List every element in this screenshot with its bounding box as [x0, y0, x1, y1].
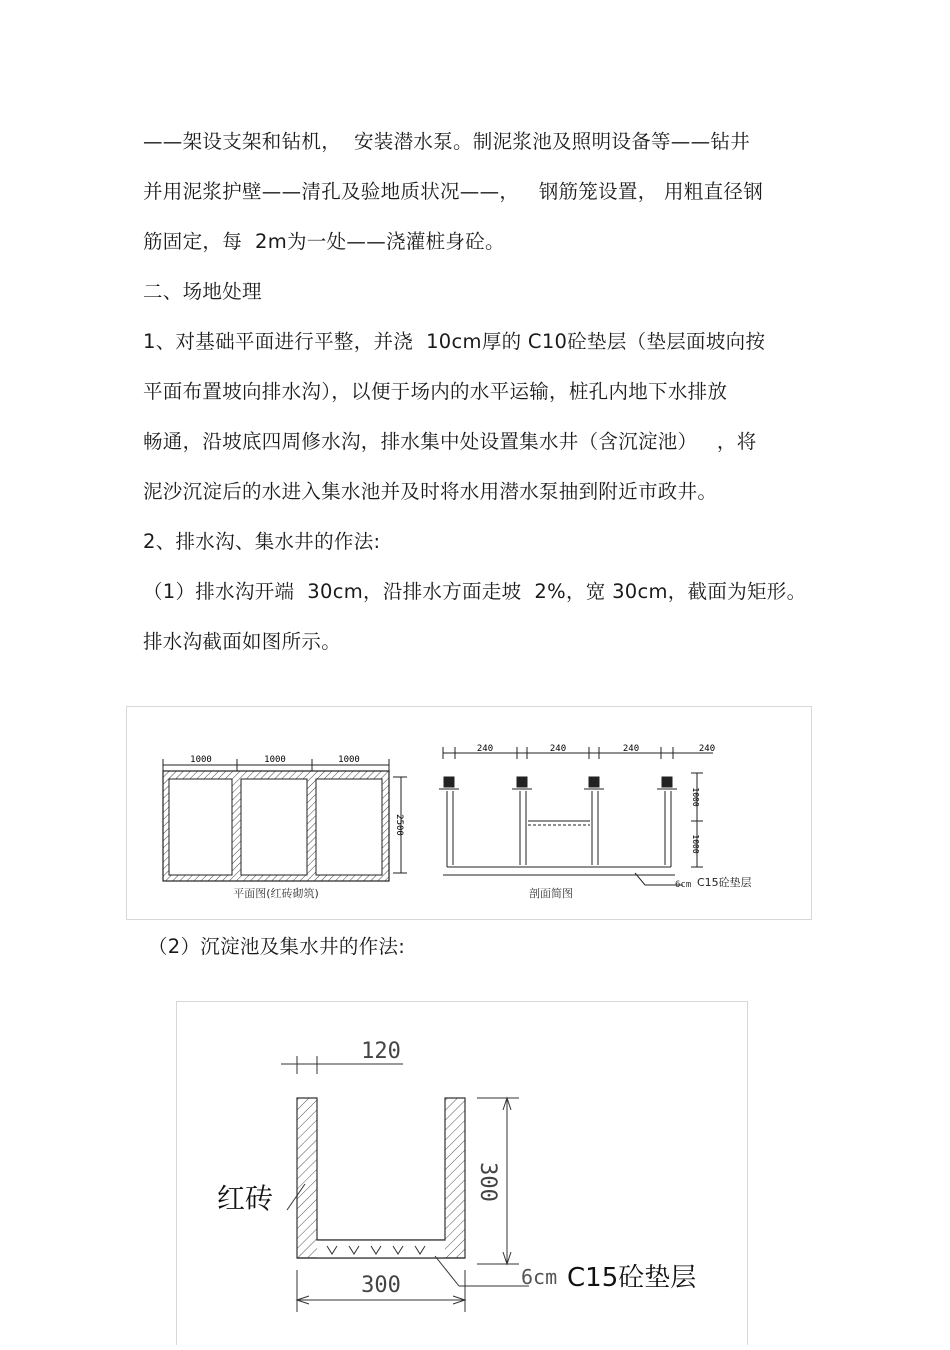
plan-caption: 平面图(红砖砌筑) — [233, 887, 319, 900]
subheading-sedimentation: （2）沉淀池及集水井的作法: — [148, 935, 406, 958]
section-dim-3: 240 — [622, 744, 640, 754]
paragraph-line-11: 排水沟截面如图所示。 — [143, 630, 342, 653]
section-height-2: 1000 — [691, 834, 700, 854]
section-caption: 剖面简图 — [529, 887, 573, 900]
pit-height-dim: 300 — [475, 1162, 500, 1202]
pit-wall-dim: 120 — [361, 1039, 401, 1064]
section-dim-1: 240 — [476, 744, 494, 754]
paragraph-line-3: 筋固定，每 2m为一处——浇灌桩身砼。 — [143, 230, 505, 253]
pit-width-dim: 300 — [361, 1273, 401, 1298]
section-height-1: 1000 — [691, 787, 700, 807]
section-dim-2: 240 — [549, 744, 567, 754]
paragraph-line-8: 泥沙沉淀后的水进入集水池并及时将水用潜水泵抽到附近市政井。 — [143, 480, 718, 503]
section-view — [439, 747, 713, 885]
plan-dim-2: 1000 — [264, 755, 286, 765]
paragraph-line-5: 1、对基础平面进行平整，并浇 10cm厚的 C10砼垫层（垫层面坡向按 — [143, 330, 766, 353]
paragraph-line-6: 平面布置坡向排水沟），以便于场内的水平运输，桩孔内地下水排放 — [143, 380, 728, 403]
plan-view — [163, 755, 407, 900]
plan-dim-3: 1000 — [338, 755, 360, 765]
drainage-diagram — [127, 707, 813, 921]
pit-diagram — [177, 1002, 749, 1346]
figure-drainage-ditch — [126, 706, 812, 920]
paragraph-line-7: 畅通，沿坡底四周修水沟，排水集中处设置集水井（含沉淀池） ，将 — [143, 430, 757, 453]
plan-dim-1: 1000 — [190, 755, 212, 765]
brick-label: 红砖 — [217, 1182, 274, 1215]
plan-height-dim: 2500 — [394, 814, 404, 836]
subheading-drainage: 2、排水沟、集水井的作法: — [143, 530, 381, 553]
section-heading: 二、场地处理 — [143, 280, 262, 303]
paragraph-line-2: 并用泥浆护壁——清孔及验地质状况——， 钢筋笼设置， 用粗直径钢 — [143, 180, 763, 203]
section-dim-4: 240 — [698, 744, 716, 754]
pit-callout-size: 6cm — [521, 1265, 558, 1289]
section-callout-label: C15砼垫层 — [697, 876, 752, 889]
paragraph-line-1: ——架设支架和钻机， 安装潜水泵。制泥浆池及照明设备等——钻井 — [143, 130, 750, 153]
section-callout-size: 6cm — [675, 880, 692, 890]
pit-callout-label: C15砼垫层 — [567, 1263, 697, 1293]
figure-sedimentation-pit — [176, 1001, 748, 1345]
paragraph-line-10: （1）排水沟开端 30cm，沿排水方面走坡 2%，宽 30cm，截面为矩形。 — [143, 580, 807, 603]
